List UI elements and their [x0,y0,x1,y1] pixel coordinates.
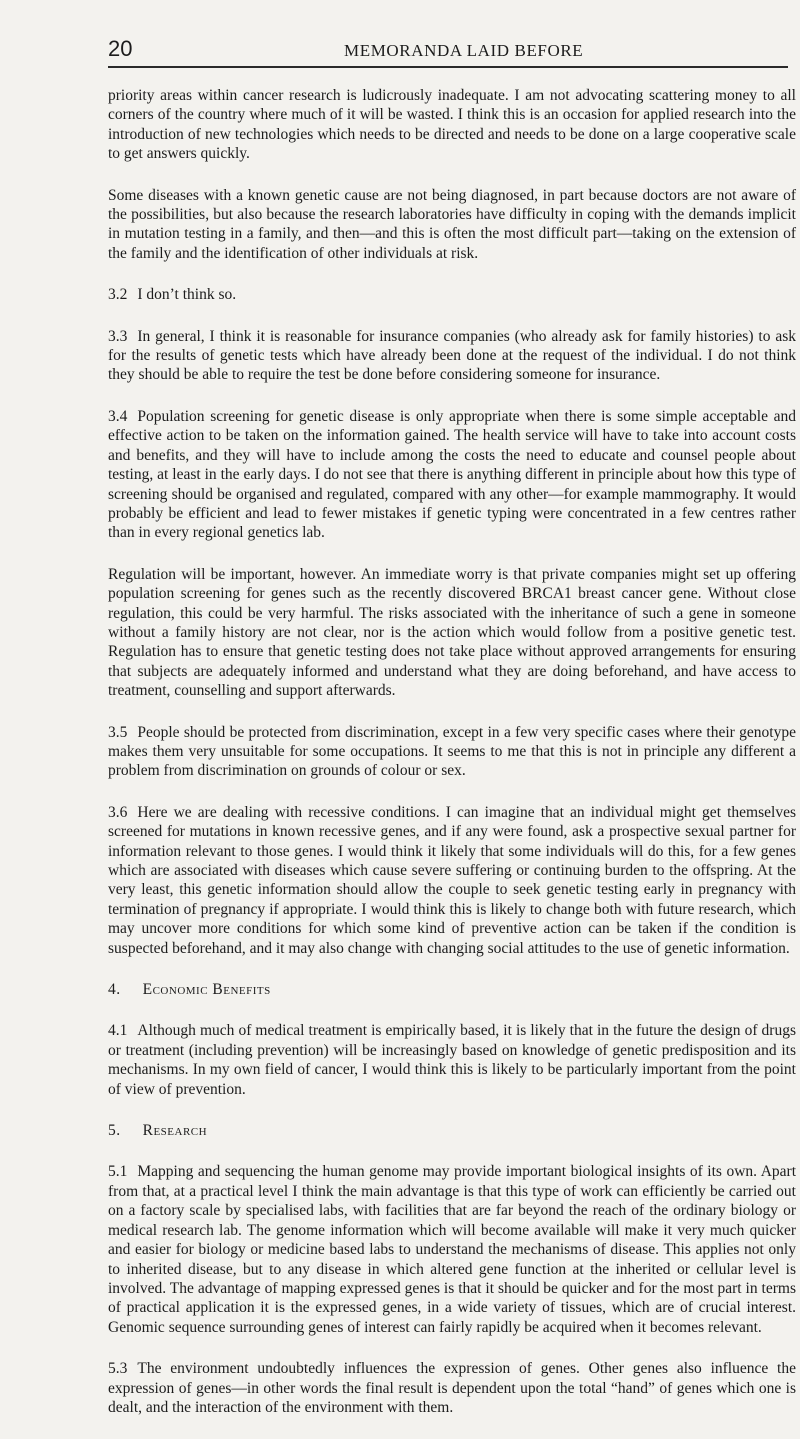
paragraph-text: Regulation will be important, however. An immediate worry is that private companies might set up offering population screening for genes such as the recently discovered BRCA1 breast cancer gene. Without close regulation, this could be very harmful. The risks associated with the inheritance of such a gene in someone without a family history are not clear, nor is the action which would follow from a positive genetic test. Regulation has to ensure that genetic testing does not take place without approved arrangements for ensuring that subjects are adequately informed and understand what they are doing beforehand, and have access to treatment, counselling and support afterwards. [108,565,796,700]
paragraph-text: People should be protected from discrimination, except in a few very specific cases where their genotype makes them very unsuitable for some occupations. It seems to me that this is not in principle any different a problem from discrimination on grounds of colour or sex. [108,723,796,780]
section-heading-research [108,1121,796,1140]
page-header [108,36,788,68]
paragraph-5-3 [108,1359,796,1417]
section-title: Economic Benefits [142,981,271,999]
paragraph-3-4 [108,407,796,543]
section-heading-economic-benefits [108,980,796,999]
paragraph-3-6 [108,803,796,958]
paragraph-text: Although much of medical treatment is empirically based, it is likely that in the future the design of drugs or treatment (including prevention) will be increasingly based on knowledge of genetic predisposition and its mechanisms. In my own field of cancer, I would think this is likely to be particularly important from the point of view of prevention. [108,1022,796,1098]
paragraph-number: 5.1 [108,1163,128,1181]
paragraph-3-5 [108,723,796,781]
paragraph-text: priority areas within cancer research is ludicrously inadequate. I am not advocating scattering money to all corners of the country where much of it will be wasted. I think this is an occasion for applied research into the introduction of new technologies which needs to be directed and needs to be done on a large cooperative scale to get answers quickly. [108,87,796,163]
paragraph-number: 3.3 [108,327,128,345]
section-number: 4. [108,981,121,999]
paragraph-text: Population screening for genetic disease is only appropriate when there is some simple acceptable and effective action to be taken on the information gained. The health service will have to take into account costs and benefits, and they will have to include among the costs the need to educate and counsel people about testing, at least in the early days. I do not see that there is anything different in principle about how this type of screening should be organised and regulated, compared with any other—for example mammography. It would probably be efficient and lead to fewer mistakes if genetic typing were concentrated in a few centres rather than in every regional genetics lab. [108,407,796,542]
paragraph-text: The environment undoubtedly influences the expression of genes. Other genes also influence the expression of genes—in other words the final result is dependent upon the total “hand” of genes which one is dealt, and the interaction of the environment with them. [108,1360,796,1416]
paragraph [108,186,796,264]
paragraph-5-1 [108,1162,796,1337]
paragraph-number: 3.4 [108,407,128,425]
paragraph-number: 3.5 [108,723,128,741]
section-number: 5. [108,1122,121,1140]
paragraph-number: 4.1 [108,1022,128,1040]
paragraph-number: 3.6 [108,803,128,821]
paragraph-text: In general, I think it is reasonable for insurance companies (who already ask for family histories) to ask for the results of genetic tests which have already been done at the request of the individual. I do not think they should be able to require the test be done before considering someone for insurance. [108,327,796,384]
paragraph-number: 5.3 [108,1360,128,1378]
paragraph-text: I don’t think so. [137,286,237,304]
paragraph-4-1 [108,1021,796,1099]
paragraph [108,86,796,164]
paragraph-text: Mapping and sequencing the human genome may provide important biological insights of its own. Apart from that, at a practical level I think the main advantage is that this type of work can efficiently be carried out on a factory scale by specialised labs, with facilities that are far beyond the reach of the ordinary biology or medical research lab. The genome information which will become available will make it very much quicker and easier for biology or medicine based labs to understand the mechanisms of disease. This applies not only to inherited disease, but to any disease in which altered gene function at the inherited or cellular level is involved. The advantage of mapping expressed genes is that it should be quicker and for the most part in terms of practical application it is the expressed genes, in a wide variety of tissues, which are of crucial interest. Genomic sequence surrounding genes of interest can fairly rapidly be acquired when it becomes relevant. [108,1163,796,1336]
paragraph-3-2 [108,285,796,304]
paragraph-3-3 [108,327,796,385]
paragraph-number: 3.2 [108,286,128,304]
running-head: MEMORANDA LAID BEFORE [344,41,584,60]
paragraph [108,565,796,701]
paragraph-text: Some diseases with a known genetic cause are not being diagnosed, in part because doctors are not aware of the possibilities, but also because the research laboratories have difficulty in coping with the demands implicit in mutation testing in a family, and then—and this is often the most difficult part—taking on the extension of the family and the identification of other individuals at risk. [108,186,796,262]
section-title: Research [142,1122,208,1140]
page-number: 20 [108,36,133,61]
body-text [108,86,796,1439]
paragraph-text: Here we are dealing with recessive conditions. I can imagine that an individual might get themselves screened for mutations in known recessive genes, and if any were found, ask a prospective sexual partner for information relevant to those genes. I would think it likely that some individuals will do this, for a few genes which are associated with diseases which cause severe suffering or continuing burden to the offspring. At the very least, this genetic information should allow the couple to seek genetic testing early in pregnancy with termination of pregnancy if appropriate. I would think this is likely to change both with future research, which may uncover more conditions for which some kind of preventive action can be taken if the condition is suspected beforehand, and it may also change with changing social attitudes to the use of genetic information. [108,803,796,957]
